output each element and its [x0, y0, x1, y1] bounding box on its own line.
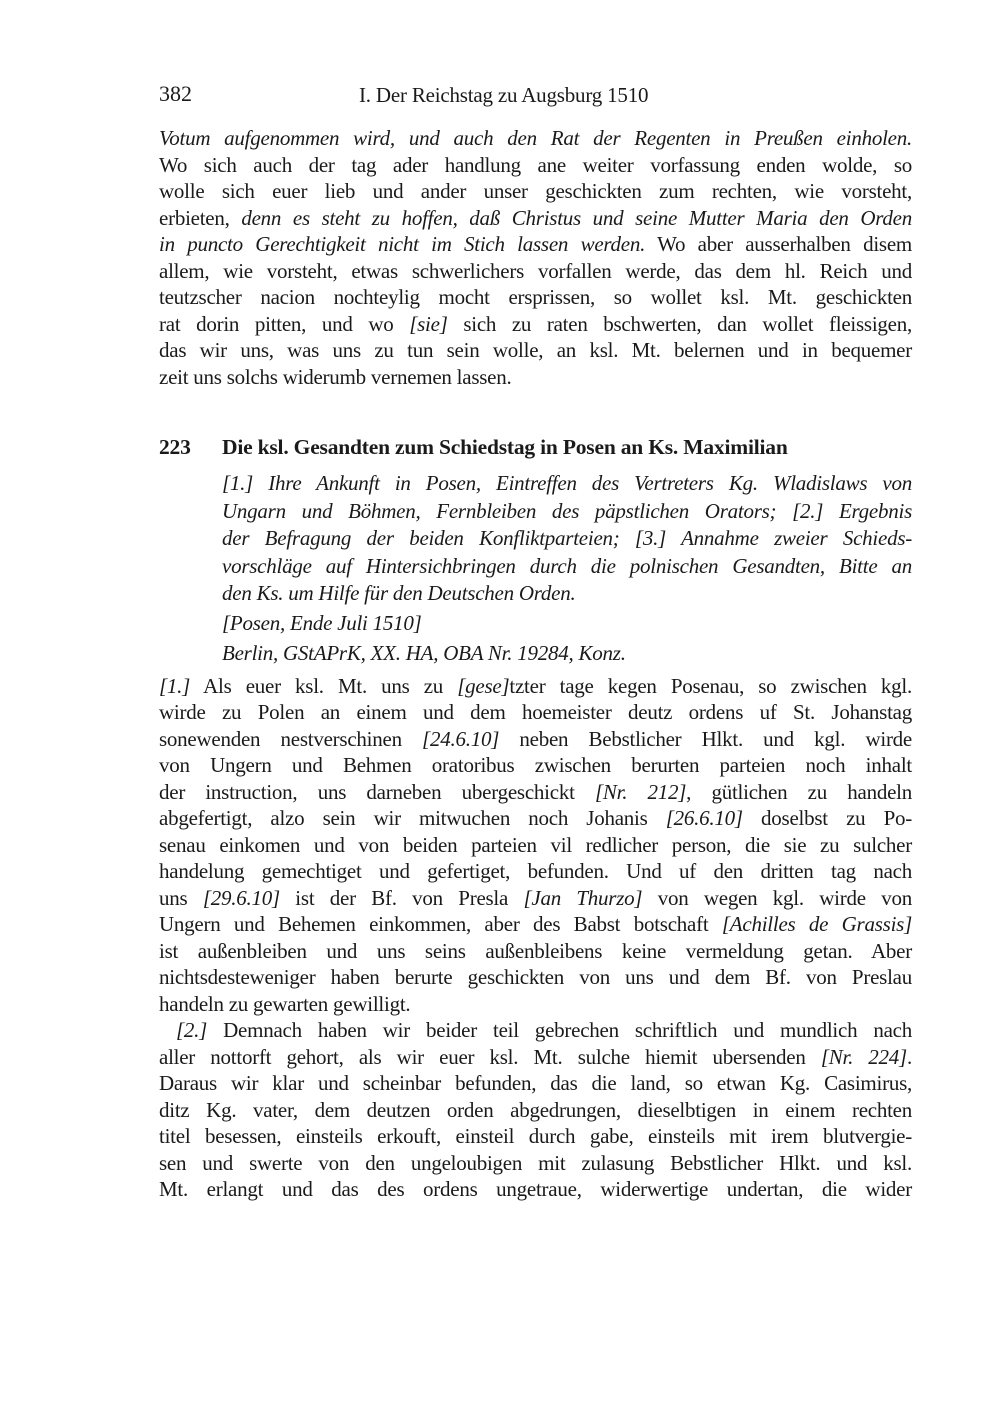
text-line	[159, 911, 912, 938]
text-line	[159, 311, 912, 338]
entry-body-paragraph-2	[159, 1017, 912, 1203]
text-run: doselbst zu Po-	[742, 806, 912, 831]
text-run: Wo sich auch der tag ader handlung ane weiter vorfassung enden wolde, so	[159, 152, 912, 177]
text-run: Daraus wir klar und scheinbar befunden, das die land, so etwan Kg. Casimirus,	[159, 1071, 912, 1096]
text-line	[159, 178, 912, 205]
text-run: denn es steht zu hoffen, daß Christus und seine Mutter Maria den Orden	[241, 205, 912, 230]
text-line	[159, 258, 912, 285]
text-run: wirde zu Polen an einem und dem hoemeister deutz ordens uf St. Johanstag	[159, 700, 912, 725]
text-run: [29.6.10]	[202, 885, 280, 910]
entry-source-citation: Berlin, GStAPrK, XX. HA, OBA Nr. 19284, Konz.	[222, 640, 626, 665]
text-line	[222, 525, 912, 553]
text-line	[159, 752, 912, 779]
text-run: Wo aber ausserhalben disem	[645, 232, 912, 256]
text-run: [Achilles de Grassis]	[721, 912, 912, 937]
text-run: der instruction, uns darneben ubergeschickt	[159, 779, 595, 804]
text-run: [gese]	[457, 673, 510, 698]
text-run: [1.]	[159, 673, 191, 698]
text-run: .	[906, 1044, 912, 1069]
text-run: Mt. erlangt und das des ordens ungetraue, widerwertige undertan, die wider	[159, 1177, 912, 1202]
text-run: von Ungern und Behmen oratoribus zwischen berurten parteien noch inhalt	[159, 753, 912, 778]
text-line	[159, 779, 912, 806]
entry-title: Die ksl. Gesandten zum Schiedstag in Posen an Ks. Maximilian	[222, 435, 788, 459]
text-run: Ungern und Behemen einkommen, aber des Babst botschaft	[159, 912, 722, 937]
text-run: allem, wie vorsteht, etwas schwerlichers vorfallen werde, das dem hl. Reich und	[159, 258, 912, 283]
text-run: [1.] Ihre Ankunft in Posen, Eintreffen des Vertreters Kg. Wladislaws von	[222, 471, 912, 495]
text-line	[159, 1176, 912, 1203]
entry-summary	[222, 470, 912, 608]
text-line	[159, 938, 912, 965]
text-run: [Nr. 224]	[820, 1044, 907, 1069]
text-line	[159, 991, 912, 1018]
text-line	[159, 125, 912, 152]
text-run: neben Bebstlicher Hlkt. und kgl. wirde	[499, 726, 913, 751]
text-run: titel besessen, einsteils erkouft, einsteil durch gabe, einsteils mit irem blutvergie-	[159, 1124, 912, 1149]
text-run: ditz Kg. vater, dem deutzen orden abgedrungen, dieselbtigen in einem rechten	[159, 1097, 912, 1122]
text-line	[222, 498, 912, 526]
text-run: Als euer ksl. Mt. uns zu	[190, 673, 458, 698]
text-line	[159, 832, 912, 859]
text-run: aller nottorft gehort, als wir euer ksl. Mt. sulche hiemit ubersenden	[159, 1044, 821, 1069]
entry-number: 223	[159, 435, 191, 459]
text-run: Ungarn und Böhmen, Fernbleiben des päpstlichen Orators; [2.] Ergebnis	[222, 498, 912, 523]
text-run: sonewenden nestverschinen	[159, 726, 423, 751]
text-run: [sie]	[409, 311, 448, 336]
text-run: [Jan Thurzo]	[523, 885, 643, 910]
text-run: nichtsdesteweniger haben berurte geschickten von uns und dem Bf. von Preslau	[159, 965, 912, 990]
text-line	[159, 858, 912, 885]
text-line	[159, 1070, 912, 1097]
text-run: [24.6.10]	[422, 726, 500, 751]
text-run: erbieten,	[159, 205, 242, 230]
text-line	[159, 673, 912, 700]
text-run: handeln zu gewarten gewilligt.	[159, 991, 411, 1016]
text-run: senau einkomen und von beiden parteien vil redlicher person, die sie zu sulcher	[159, 832, 912, 857]
text-line	[222, 553, 912, 581]
text-run: handelung gemechtiget und gefertiget, befunden. Und uf den dritten tag nach	[159, 859, 912, 884]
text-line	[159, 337, 912, 364]
text-run: [Nr. 212]	[594, 779, 687, 804]
text-run: teutzscher nacion nochteylig mocht ersprissen, so wollet ksl. Mt. geschickten	[159, 285, 912, 309]
text-line	[222, 470, 912, 498]
text-line	[159, 284, 912, 311]
text-run: sich zu raten bschwerten, dan wollet fleissigen,	[447, 311, 913, 336]
text-run: abgefertigt, alzo sein wir mitwuchen noch Johanis	[159, 806, 666, 831]
text-run: [26.6.10]	[665, 806, 743, 831]
text-run: rat dorin pitten, und wo	[159, 311, 410, 336]
text-run: uns	[159, 885, 203, 910]
entry-body-paragraph-1	[159, 673, 912, 1018]
text-run: von wegen kgl. wirde von	[642, 885, 912, 910]
text-run: zeit uns solchs widerumb vernemen lassen.	[159, 364, 512, 389]
text-run: Demnach haben wir beider teil gebrechen schriftlich und mundlich nach	[207, 1018, 912, 1043]
text-run: ist außenbleiben und uns seins außenbleibens keine vermeldung getan. Aber	[159, 938, 912, 963]
text-run: den Ks. um Hilfe für den Deutschen Orden.	[222, 581, 576, 606]
text-line	[159, 205, 912, 232]
continuation-paragraph	[159, 125, 912, 390]
text-line	[159, 1123, 912, 1150]
text-line	[159, 152, 912, 179]
text-line	[159, 805, 912, 832]
text-run: das wir uns, was uns zu tun sein wolle, an ksl. Mt. belernen und in bequemer	[159, 338, 912, 362]
text-run: ist der Bf. von Presla	[279, 885, 524, 910]
text-run: sen und swerte von den ungeloubigen mit zulasung Bebstlicher Hlkt. und ksl.	[159, 1150, 912, 1175]
text-line	[159, 699, 912, 726]
entry-heading	[159, 433, 912, 461]
text-run: , gütlichen zu handeln	[686, 779, 912, 804]
text-run: [2.]	[176, 1018, 208, 1043]
text-run: Votum aufgenommen wird, und auch den Rat der Regenten in Preußen einholen.	[159, 126, 912, 150]
text-run: der Befragung der beiden Konfliktparteien; [3.] Annahme zweier Schieds-	[222, 526, 912, 551]
entry-dateline: [Posen, Ende Juli 1510]	[222, 610, 422, 635]
text-line	[222, 580, 912, 608]
text-line	[159, 364, 912, 391]
text-line	[159, 726, 912, 753]
text-line	[159, 1097, 912, 1124]
text-line	[159, 1044, 912, 1071]
text-block	[159, 80, 912, 1203]
text-run: wolle sich euer lieb und ander unser geschickten zum rechten, wie vorsteht,	[159, 179, 912, 203]
page-header	[159, 80, 912, 108]
text-line	[159, 1150, 912, 1177]
text-line	[159, 885, 912, 912]
running-title: I. Der Reichstag zu Augsburg 1510	[359, 83, 649, 107]
text-line	[159, 231, 912, 258]
text-run: vorschläge auf Hintersichbringen durch die polnischen Gesandten, Bitte an	[222, 553, 912, 578]
text-line	[159, 1017, 912, 1044]
text-line	[159, 964, 912, 991]
text-run: in puncto Gerechtigkeit nicht im Stich lassen werden.	[159, 232, 646, 256]
page-number: 382	[159, 81, 192, 106]
text-run: tzter tage kegen Posenau, so zwischen kgl.	[509, 673, 913, 698]
